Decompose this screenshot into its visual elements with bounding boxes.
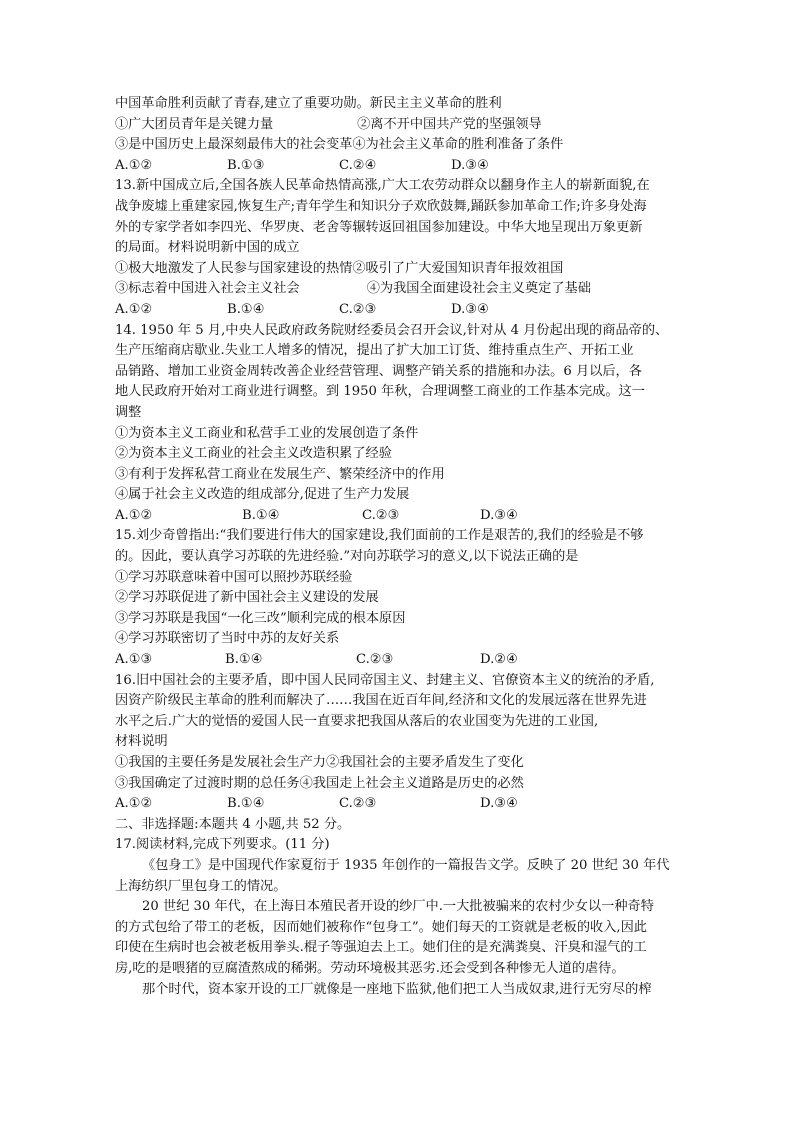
option-statement: ①我国的主要任务是发展社会生产力②我国社会的主要矛盾发生了变化 (115, 755, 524, 770)
text-line: 地人民政府开始对工商业进行调整。到 1950 年秋，合理调整工商业的工作基本完成。这一 (115, 384, 645, 400)
question-16: 16.旧中国社会的主要矛盾，即中国人民同帝国主义、封建主义、官僚资本主义的统治的矛盾, (115, 672, 655, 688)
text-line: 上海纺织厂里包身工的情况。 (115, 878, 287, 894)
option-c: C.②③ (339, 301, 377, 317)
option-statement: ①广大团员青年是关键力量 ②离不开中国共产党的坚强领导 (115, 116, 542, 132)
text-line: 的。因此，要认真学习苏联的先进经验.”对向苏联学习的意义,以下说法正确的是 (115, 549, 579, 565)
option-statement: ②为资本主义工商业的社会主义改造积累了经验 (115, 446, 392, 462)
option-b: B.①④ (227, 301, 265, 317)
question-17: 17.阅读材料,完成下列要求。(11 分) (115, 837, 330, 853)
text-line: 调整 (115, 404, 142, 420)
text-line: 外的专家学者如李四光、华罗庚、老舍等辗转返回祖国参加建设。中华大地呈现出万象更新 (115, 219, 643, 235)
option-statement: ③是中国历史上最深刻最伟大的社会变革④为社会主义革命的胜利准备了条件 (115, 137, 564, 153)
option-statement: ②学习苏联促进了新中国社会主义建设的发展 (115, 590, 379, 606)
option-d: D.③④ (451, 301, 489, 317)
option-c: C.②③ (362, 507, 400, 523)
text-line: 的方式包给了带工的老板，因而她们被称作“包身工”。她们每天的工资就是老板的收入,因此 (115, 919, 647, 935)
answer-options-q12 (115, 156, 685, 177)
question-13: 13.新中国成立后,全国各族人民革命热情高涨,广大工农劳动群众以翻身作主人的崭新面貌,在 (115, 178, 650, 194)
option-a: A.①② (115, 507, 153, 523)
answer-options-q13 (115, 300, 685, 321)
text-line: 的局面。材料说明新中国的成立 (115, 240, 300, 256)
question-15: 15.刘少奇曾指出:“我们要进行伟大的国家建设,我们面前的工作是艰苦的,我们的经验是不够 (115, 528, 644, 544)
option-a: A.①③ (115, 652, 153, 668)
option-b: B.①④ (225, 652, 263, 668)
option-d: D.③④ (480, 796, 518, 812)
text-line: 那个时代，资本家开设的工厂就像是一座地下监狱,他们把工人当成奴隶,进行无穷尽的榨 (142, 981, 652, 997)
answer-options-q14 (115, 506, 685, 527)
answer-options-q15 (115, 650, 685, 671)
option-statement: ③标志着中国进入社会主义社会 ④为我国全面建设社会主义奠定了基础 (115, 281, 591, 297)
option-statement: ①为资本主义工商业和私营手工业的发展创造了条件 (115, 425, 419, 441)
text-line: 印使在生病时也会被老板用拳头.棍子等强迫去上工。她们住的是充满粪臭、汗臭和湿气的工 (115, 940, 647, 956)
section-heading: 二、非选择题:本题共 4 小题,共 52 分。 (115, 816, 351, 832)
text-line: 品销路、增加工业资金周转改善企业经营管理、调整产销关系的措施和办法。6 月以后，各 (115, 363, 642, 379)
option-statement: ①极大地激发了人民参与国家建设的热情②吸引了广大爱国知识青年报效祖国 (115, 260, 564, 276)
text-line: 20 世纪 30 年代，在上海日本殖民者开设的纱厂中.一大批被骗来的农村少女以一种奇特 (142, 899, 654, 915)
question-14: 14. 1950 年 5 月,中央人民政府政务院财经委员会召开会议,针对从 4 月份起出现的商品帝的、 (115, 322, 669, 338)
option-c: C.②③ (339, 796, 377, 812)
text-line: 水平之后.广大的觉悟的爱国人民一直要求把我国从落后的农业国变为先进的工业国, (115, 713, 599, 729)
exam-page (115, 94, 685, 1000)
text-line: 房,吃的是喂猪的豆腐渣熬成的稀粥。劳动环境极其恶劣.还会受到各种惨无人道的虐待。 (115, 960, 625, 976)
text-line: 中国革命胜利贡献了青春,建立了重要功勋。新民主主义革命的胜利 (115, 96, 502, 111)
option-b: B.①④ (227, 796, 265, 812)
option-a: A.①② (115, 157, 153, 173)
option-d: D.②④ (480, 652, 518, 668)
option-b: B.①③ (227, 157, 265, 173)
option-statement: ③有利于发挥私营工商业在发展生产、繁荣经济中的作用 (115, 466, 445, 482)
answer-options-q16 (115, 794, 685, 815)
text-line: 生产压缩商店歇业.失业工人增多的情况，提出了扩大加工订货、维持重点生产、开拓工业 (115, 343, 634, 359)
option-c: C.②④ (339, 157, 377, 173)
option-a: A.①② (115, 796, 153, 812)
option-c: C.②③ (356, 652, 394, 668)
text-line: 《包身工》是中国现代作家夏衍于 1935 年创作的一篇报告文学。反映了 20 世纪 30 年代 (142, 857, 670, 873)
option-d: D.③④ (451, 157, 489, 173)
option-statement: ①学习苏联意味着中国可以照抄苏联经验 (115, 569, 353, 585)
text-line: 战争废墟上重建家园,恢复生产;青年学生和知识分子欢欣鼓舞,踊跃参加革命工作;许多身处海 (115, 198, 647, 214)
option-statement: ③我国确定了过渡时期的总任务④我国走上社会主义道路是历史的必然 (115, 775, 524, 791)
option-statement: ④属于社会主义改造的组成部分,促进了生产力发展 (115, 487, 410, 503)
option-statement: ③学习苏联是我国“一化三改”顺利完成的根本原因 (115, 610, 406, 626)
option-statement: ④学习苏联密切了当时中苏的友好关系 (115, 631, 340, 647)
text-line: 材料说明 (115, 734, 168, 750)
text-line: 因资产阶级民主革命的胜利而解决了……我国在近百年间,经济和文化的发展远落在世界先进 (115, 693, 647, 709)
option-b: B.①④ (242, 507, 280, 523)
option-d: D.③④ (480, 507, 518, 523)
option-a: A.①② (115, 301, 153, 317)
